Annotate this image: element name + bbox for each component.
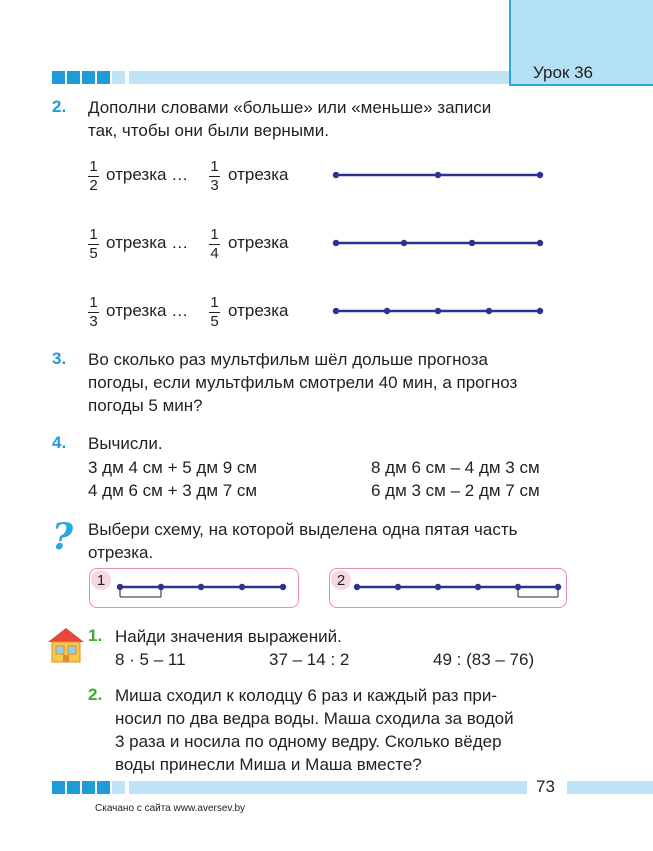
blank-dots: … — [171, 165, 189, 184]
denominator: 3 — [210, 177, 219, 194]
numerator: 1 — [89, 226, 98, 243]
word-right: отрезка — [228, 233, 289, 252]
home-task2-line1: Миша сходил к колодцу 6 раз и каждый раз при- — [115, 686, 498, 705]
lesson-title: Урок 36 — [533, 63, 594, 82]
numerator: 1 — [89, 158, 98, 175]
word-right: отрезка — [228, 301, 289, 320]
word-right: отрезка — [228, 165, 289, 184]
task3-number: 3. — [52, 349, 67, 368]
home-task2-line3: 3 раза и носила по одному ведру. Сколько вёдер — [115, 732, 502, 751]
home-task2-number: 2. — [88, 685, 103, 704]
denominator: 4 — [210, 245, 219, 262]
word-left: отрезка — [106, 165, 167, 184]
blank-dots: … — [171, 301, 189, 320]
home-task1-number: 1. — [88, 626, 103, 645]
word-left: отрезка — [106, 301, 167, 320]
home-task1-text: Найди значения выражений. — [115, 627, 342, 646]
denominator: 5 — [210, 313, 219, 330]
task2-text-line2: так, чтобы они были верными. — [88, 121, 329, 140]
question-line1: Выбери схему, на которой выделена одна пятая часть — [88, 520, 518, 539]
task4-left2: 4 дм 6 см + 3 дм 7 см — [88, 481, 258, 500]
task3-line1: Во сколько раз мультфильм шёл дольше прогноза — [88, 350, 488, 369]
house-icon — [46, 626, 86, 666]
task2-text-line1: Дополни словами «больше» или «меньше» записи — [88, 98, 492, 117]
task4-number: 4. — [52, 433, 67, 452]
scheme-number: 2 — [331, 570, 351, 590]
task4-right1: 8 дм 6 см – 4 дм 3 см — [371, 458, 540, 477]
home-task2-line4: воды принесли Миша и Маша вместе? — [115, 755, 422, 774]
svg-text:?: ? — [52, 516, 74, 558]
numerator: 1 — [210, 226, 219, 243]
page-number: 73 — [536, 777, 555, 796]
task4-title: Вычисли. — [88, 434, 163, 453]
scheme-2-segment — [354, 584, 561, 597]
blank-dots: … — [171, 233, 189, 252]
scheme-1-segment — [117, 584, 286, 597]
task2-number: 2. — [52, 97, 67, 116]
numerator: 1 — [89, 294, 98, 311]
task3-line2: погоды, если мультфильм смотрели 40 мин, а прогноз — [88, 373, 518, 392]
denominator: 5 — [89, 245, 98, 262]
numerator: 1 — [210, 294, 219, 311]
question-line2: отрезка. — [88, 543, 154, 562]
home-expr3: 49 : (83 – 76) — [433, 650, 535, 669]
word-left: отрезка — [106, 233, 167, 252]
source-credit: Скачано с сайта www.aversev.by — [95, 803, 246, 814]
task3-line3: погоды 5 мин? — [88, 396, 203, 415]
numerator: 1 — [210, 158, 219, 175]
task4-left1: 3 дм 4 см + 5 дм 9 см — [88, 458, 258, 477]
scheme-number: 1 — [91, 570, 111, 590]
home-task2-line2: носил по два ведра воды. Маша сходила за водой — [115, 709, 514, 728]
denominator: 3 — [89, 313, 98, 330]
task4-right2: 6 дм 3 см – 2 дм 7 см — [371, 481, 540, 500]
denominator: 2 — [89, 177, 98, 194]
home-expr2: 37 – 14 : 2 — [269, 650, 350, 669]
home-expr1: 8 · 5 – 11 — [115, 650, 186, 669]
